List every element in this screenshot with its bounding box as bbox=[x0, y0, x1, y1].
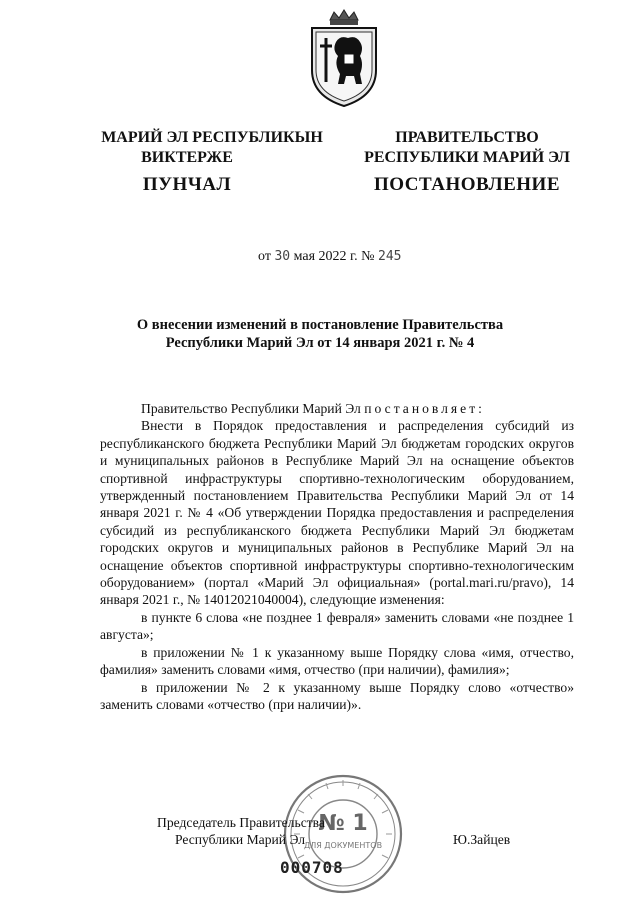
body-paragraph-2: в пункте 6 слова «не позднее 1 февраля» заменить словами «не позднее 1 августа»; bbox=[100, 609, 574, 643]
body-paragraph-4: в приложении № 2 к указанному выше Порядку слово «отчество» заменить словами «отчество (при наличии)». bbox=[100, 679, 574, 712]
document-type-mari: ПУНЧАЛ bbox=[142, 174, 232, 195]
document-body bbox=[100, 400, 574, 713]
svg-text:№ 1: № 1 bbox=[318, 811, 368, 836]
document-type-russian: ПОСТАНОВЛЕНИЕ bbox=[373, 174, 561, 195]
body-intro bbox=[100, 400, 574, 417]
date-number-line bbox=[258, 249, 402, 265]
signature-position-line2: Республики Марий Эл bbox=[175, 832, 306, 847]
stamp-serial-number: 000708 bbox=[280, 858, 344, 877]
signature-name: Ю.Зайцев bbox=[453, 832, 511, 847]
title-line2: Республики Марий Эл от 14 января 2021 г. № 4 bbox=[165, 335, 475, 351]
body-paragraph-3: в приложении № 1 к указанному выше Порядку слова «имя, отчество, фамилия» заменить словами «имя, отчество (при наличии), фамилия»; bbox=[100, 644, 574, 678]
document-title bbox=[80, 316, 560, 352]
coat-of-arms-emblem bbox=[302, 8, 386, 108]
signature-position-line1: Председатель Правительства bbox=[157, 815, 325, 830]
header-right-line1: ПРАВИТЕЛЬСТВО bbox=[395, 129, 539, 146]
date-month-year: мая 2022 г. № bbox=[293, 249, 375, 264]
header-right-line2: РЕСПУБЛИКИ МАРИЙ ЭЛ bbox=[364, 149, 570, 166]
document-number: 245 bbox=[378, 249, 402, 264]
body-intro-verb: постановляет: bbox=[364, 401, 485, 416]
svg-text:ДЛЯ ДОКУМЕНТОВ: ДЛЯ ДОКУМЕНТОВ bbox=[303, 841, 383, 850]
body-intro-subject: Правительство Республики Марий Эл bbox=[141, 401, 361, 416]
header-left-line1: МАРИЙ ЭЛ РЕСПУБЛИКЫН bbox=[101, 129, 323, 146]
header-left-line2: ВИКТЕРЖЕ bbox=[141, 149, 233, 166]
body-paragraph-1: Внести в Порядок предоставления и распределения субсидий из республиканского бюджета Республики Марий Эл бюджетам городских округов и муниципальных районов в Республике Марий Эл на оснащение объектов спортивной инфраструктуры спортивно-технологическим оборудованием, утвержденный постановлением Правительства Республики Марий Эл от 14 января 2021 г. № 4 «Об утверждении Порядка предоставления и распределения субсидий из республиканского бюджета Республики Марий Эл бюджетам городских округов и муниципальных районов в Республике Марий Эл на оснащение объектов спортивной инфраструктуры спортивно-технологическим оборудованием» (портал «Марий Эл официальная» (portal.mari.ru/pravo), 14 января 2021 г., № 14012021040004), следующие изменения: bbox=[100, 418, 574, 608]
date-prefix: от bbox=[258, 249, 271, 264]
date-day: 30 bbox=[274, 249, 291, 264]
title-line1: О внесении изменений в постановление Правительства bbox=[136, 317, 504, 333]
